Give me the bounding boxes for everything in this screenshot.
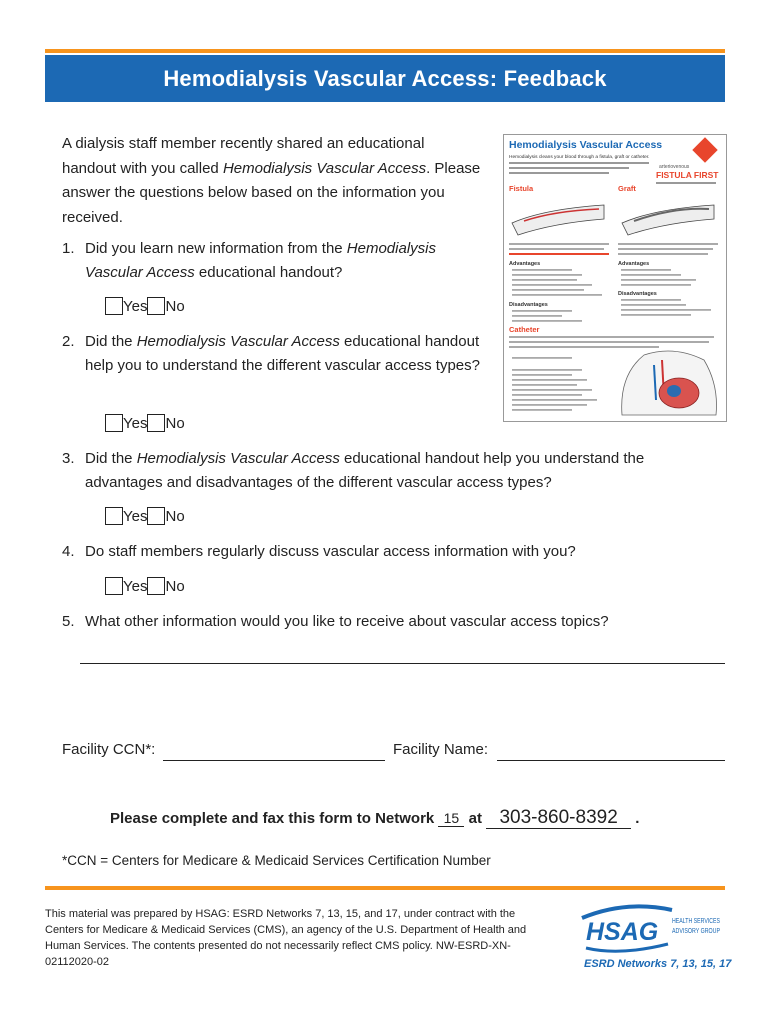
question-text-end: educational handout? — [194, 263, 343, 281]
question-number: 1. — [62, 240, 75, 257]
question-number: 5. — [62, 613, 75, 630]
thumb-title: Hemodialysis Vascular Access — [509, 139, 663, 151]
thumb-disadvantages-right: Disadvantages — [618, 291, 657, 297]
question-text: Did the — [85, 333, 137, 350]
question-text: Do staff members regularly discuss vascular access information with you? — [85, 543, 576, 560]
thumb-fistula: Fistula — [509, 184, 534, 193]
question-handout-name: Hemodialysis Vascular Access — [136, 450, 340, 467]
yes-checkbox[interactable] — [105, 507, 123, 525]
question-1-options — [105, 297, 185, 315]
question-number: 2. — [62, 333, 75, 350]
thumb-advantages-right: Advantages — [618, 261, 650, 267]
handout-thumbnail — [503, 134, 727, 422]
question-text-end: educational handout help you understand the advantages and disadvantages of the different vascular access types? — [85, 450, 645, 491]
facility-ccn-field[interactable] — [163, 760, 385, 761]
intro-handout-name: Hemodialysis Vascular Access — [222, 159, 427, 177]
thumb-catheter: Catheter — [509, 325, 540, 334]
thumb-graft: Graft — [618, 184, 636, 193]
intro-text: A dialysis staff member recently shared an educational handout with you called — [62, 135, 425, 177]
yes-checkbox[interactable] — [105, 414, 123, 432]
question-text: Did the — [85, 450, 137, 467]
disclaimer-text: This material was prepared by HSAG: ESRD Networks 7, 13, 15, and 17, under contract with the Centers for Medicare & Medicaid Services (CMS), an agency of the U.S. Department of Health and Human Services. The contents presented do not necessarily reflect CMS policy. NW-ESRD-XN-02112020-02 — [45, 908, 527, 968]
top-orange-rule — [45, 49, 725, 53]
question-3 — [62, 447, 702, 494]
no-label: No — [165, 507, 185, 525]
intro-paragraph — [62, 132, 482, 230]
facility-name-label: Facility Name: — [393, 741, 489, 758]
yes-label: Yes — [123, 297, 148, 315]
bottom-orange-rule — [45, 886, 725, 890]
fax-instruction — [110, 808, 639, 829]
logo-tagline-1: HEALTH SERVICES — [672, 918, 721, 925]
yes-label: Yes — [123, 577, 148, 595]
facility-name-field[interactable] — [497, 760, 725, 761]
question-text-end: educational handout help you to understand the different vascular access types? — [85, 333, 480, 374]
no-label: No — [165, 577, 185, 595]
svg-text:arteriovenous: arteriovenous — [659, 164, 690, 170]
fax-at: at — [468, 810, 482, 827]
fax-period: . — [635, 810, 640, 827]
no-label: No — [165, 297, 185, 315]
no-checkbox[interactable] — [147, 577, 165, 595]
intro-text-end: . Please answer the questions below based on the information you received. — [62, 159, 481, 226]
facility-ccn-label: Facility CCN*: — [62, 741, 156, 758]
thumb-advantages-left: Advantages — [509, 261, 541, 267]
question-3-options — [105, 507, 185, 525]
question-2 — [62, 330, 482, 377]
thumb-subtitle: Hemodialysis cleans your blood through a fistula, graft or catheter. — [509, 155, 650, 160]
answer-line[interactable] — [80, 663, 725, 664]
question-5 — [62, 610, 702, 634]
esrd-networks-label: ESRD Networks 7, 13, 15, 17 — [584, 958, 732, 970]
question-handout-name: Hemodialysis Vascular Access — [136, 333, 340, 350]
question-handout-name: Hemodialysis Vascular Access — [85, 240, 436, 281]
no-checkbox[interactable] — [147, 414, 165, 432]
yes-checkbox[interactable] — [105, 577, 123, 595]
logo-name: HSAG — [586, 918, 659, 946]
ccn-footnote: *CCN = Centers for Medicare & Medicaid Services Certification Number — [62, 853, 491, 868]
network-number-field[interactable]: 15 — [438, 811, 464, 827]
question-4 — [62, 540, 702, 564]
yes-checkbox[interactable] — [105, 297, 123, 315]
title-banner — [45, 55, 725, 102]
yes-label: Yes — [123, 414, 148, 432]
fax-number-field[interactable]: 303-860-8392 — [486, 808, 631, 829]
question-number: 4. — [62, 543, 75, 560]
page-title: Hemodialysis Vascular Access: Feedback — [163, 65, 607, 91]
no-checkbox[interactable] — [147, 297, 165, 315]
thumb-disadvantages-left: Disadvantages — [509, 302, 548, 308]
thumb-brand: FISTULA FIRST — [656, 170, 719, 180]
no-label: No — [165, 414, 185, 432]
question-1 — [62, 237, 482, 284]
question-text: What other information would you like to receive about vascular access topics? — [85, 613, 609, 630]
question-text: Did you learn new information from the — [85, 240, 347, 257]
no-checkbox[interactable] — [147, 507, 165, 525]
question-4-options — [105, 577, 185, 595]
yes-label: Yes — [123, 507, 148, 525]
logo-tagline-2: ADVISORY GROUP — [672, 928, 721, 935]
fax-text: Please complete and fax this form to Network — [110, 810, 435, 827]
question-2-options — [105, 414, 185, 432]
question-number: 3. — [62, 450, 75, 467]
